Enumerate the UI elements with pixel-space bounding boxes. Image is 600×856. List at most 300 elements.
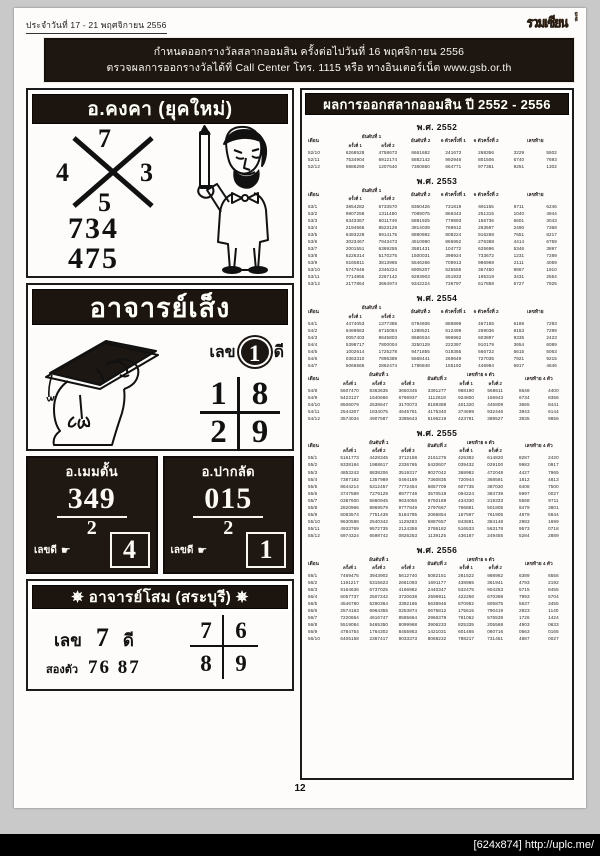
cell-value: 736797 (445, 281, 462, 287)
col-rank1: อันดับที่ 1 (361, 306, 382, 312)
cell-month: 54/8 (308, 387, 318, 393)
cell-value: 0165 (548, 629, 559, 635)
cell-value: 2966378 (427, 614, 447, 620)
cell-value: 904253 (487, 586, 504, 592)
table-row (306, 224, 568, 231)
cell-value: 7289 (546, 252, 557, 258)
som-song-values: 76 87 (88, 657, 141, 678)
cell-value: 3392166 (398, 600, 418, 606)
results-header-row (306, 373, 568, 380)
cell-value: 3943902 (369, 572, 389, 578)
cell-value: 731451 (487, 636, 504, 642)
cell-month: 54/1 (308, 320, 318, 326)
cell-value: 3395643 (398, 415, 418, 421)
cell-value: 222397 (445, 341, 462, 347)
cell-month: 53/4 (308, 224, 318, 230)
cell-value: 3665 (519, 401, 530, 407)
cell-value: 3023467 (345, 238, 365, 244)
cell-value: 6189 (513, 320, 525, 326)
cell-value: 5346 (513, 245, 525, 251)
col-six-1: 6 ตัวครั้งที่ 1 (440, 192, 466, 198)
cell-value: 8750189 (427, 497, 447, 503)
cell-value: 7360860 (411, 164, 430, 170)
cell-value: 2507242 (369, 593, 389, 599)
cell-month: 54/2 (308, 327, 318, 333)
cell-value: 3581431 (411, 245, 430, 251)
cell-value: 986969 (478, 260, 495, 266)
cell-value: 2420 (548, 455, 559, 461)
cell-value: 3391277 (427, 387, 447, 393)
cell-value: 6089 (546, 341, 557, 347)
cell-value: 8523128 (378, 224, 398, 230)
cell-value: 268356 (478, 149, 495, 155)
col-rank2: อันดับที่ 2 (427, 444, 447, 450)
cell-value: 6715084 (378, 327, 398, 333)
cell-value: 4758673 (378, 149, 398, 155)
cell-month: 53/5 (308, 231, 318, 237)
table-row (306, 349, 568, 356)
cell-value: 2797667 (427, 504, 447, 510)
cell-value: 4166982 (398, 586, 418, 592)
som-body (32, 609, 288, 687)
cell-value: 1910 (546, 267, 557, 273)
kongkha-cross-bottom: 5 (98, 188, 111, 217)
cell-value: 269649 (445, 356, 462, 362)
results-year-title: พ.ศ. 2554 (416, 292, 458, 303)
cell-value: 8441 (548, 401, 559, 407)
cell-value: 5546266 (411, 260, 430, 266)
cell-value: 9342224 (411, 281, 430, 287)
cell-month: 53/11 (308, 274, 320, 280)
cell-value: 156943 (487, 394, 504, 400)
card-paklat-top-number: 015 (204, 482, 253, 515)
som-song-row (46, 657, 141, 679)
cell-value: 761062 (458, 614, 475, 620)
cell-value: 5184785 (398, 511, 418, 517)
top-line (26, 12, 578, 34)
col-draw-1: ครั้งที่ 1 (342, 380, 357, 386)
kongkha-title: อ.คงคา (ยุคใหม่) (32, 94, 288, 124)
cell-value: 2862474 (378, 363, 398, 369)
cell-value: 3801 (548, 504, 559, 510)
card-memdan-top-number: 349 (67, 482, 116, 515)
cell-value: 368982 (458, 469, 475, 475)
cell-month: 53/6 (308, 238, 318, 244)
cell-value: 467155 (478, 320, 495, 326)
cell-value: 1129283 (398, 518, 417, 524)
cell-value: 1699 (548, 518, 559, 524)
cell-value: 866952 (445, 238, 462, 244)
cell-value: 5997 (519, 490, 530, 496)
table-row (306, 497, 568, 504)
cell-value: 4474053 (345, 320, 365, 326)
cell-value: 768912 (445, 224, 462, 230)
seng-quad-bottom-right: 9 (251, 414, 269, 450)
col-rank1: อันดับที่ 1 (369, 373, 389, 379)
cell-month: 55/3 (308, 469, 318, 475)
cell-value: 2544307 (340, 408, 359, 414)
col-draw-2: ครั้งที่ 2 (372, 448, 386, 454)
cell-value: 9777849 (398, 504, 418, 510)
cell-value: 8686534 (411, 334, 430, 340)
col-last: เลขท้าย (526, 138, 544, 144)
cell-value: 281522 (458, 572, 475, 578)
cell-value: 1040 (513, 210, 525, 216)
cell-value: 910179 (478, 341, 495, 347)
cell-month: 52/12 (308, 164, 320, 170)
cell-value: 9471855 (411, 348, 430, 354)
card-memdan-lekdee-label: เลขดี (34, 544, 57, 556)
cell-value: 7925 (546, 281, 557, 287)
cell-value: 2820966 (340, 504, 359, 510)
cell-month: 55/8 (308, 504, 318, 510)
cell-value: 2490 (513, 224, 525, 230)
table-row (306, 490, 568, 497)
cell-value: 5502 (546, 149, 557, 155)
cell-month: 55/10 (308, 518, 320, 524)
cell-value: 3906233 (427, 622, 447, 628)
cell-value: 516533 (458, 526, 475, 532)
cell-month: 56/6 (308, 607, 318, 613)
results-year-title: พ.ศ. 2553 (416, 175, 458, 186)
cell-value: 805875 (487, 600, 504, 606)
cell-value: 251933 (445, 274, 462, 280)
table-row (306, 238, 568, 245)
cell-month: 56/3 (308, 586, 318, 592)
cell-value: 3712158 (398, 455, 418, 461)
cell-value: 8977748 (398, 490, 418, 496)
masthead-logo (527, 12, 576, 34)
cell-value: 720944 (458, 476, 475, 482)
card-memdan-bottom-number: 2 (86, 517, 97, 539)
cell-month: 53/7 (308, 245, 318, 251)
cell-value: 6887657 (427, 518, 447, 524)
table-row (306, 629, 568, 636)
table-row (306, 394, 568, 401)
cell-value: 6917 (513, 363, 525, 369)
cell-value: 4879 (519, 511, 530, 517)
cell-month: 55/12 (308, 533, 320, 539)
cell-value: 249455 (487, 533, 504, 539)
cell-value: 7500 (548, 483, 559, 489)
cell-value: 3813965 (378, 260, 398, 266)
cell-value: 2001551 (345, 245, 365, 251)
cell-month: 56/9 (308, 629, 318, 635)
cell-value: 094224 (458, 490, 475, 496)
cell-month: 55/2 (308, 462, 318, 468)
magazine-page (14, 8, 586, 808)
results-header-row (306, 558, 568, 565)
cell-value: 2124359 (398, 526, 418, 532)
results-table (306, 135, 568, 171)
col-six-1: 6 ตัวครั้งที่ 1 (440, 309, 466, 315)
cell-value: 1764302 (369, 629, 389, 635)
results-panel (300, 88, 574, 780)
cell-value: 2177864 (345, 281, 365, 287)
cell-value: 7895389 (378, 356, 398, 362)
cell-value: 6661682 (411, 149, 430, 155)
cell-month: 56/10 (308, 636, 320, 642)
cell-value: 029100 (487, 462, 504, 468)
cell-value: 422256 (458, 593, 475, 599)
cell-value: 1377385 (378, 320, 398, 326)
cell-value: 5312457 (369, 483, 389, 489)
col-last4: เลขท้าย 4 ตัว (525, 444, 553, 450)
cell-value: 8356 (548, 394, 559, 400)
col-rank2: อันดับที่ 2 (427, 376, 447, 382)
col-rank2: อันดับที่ 2 (427, 561, 447, 567)
cell-value: 6011749 (378, 217, 397, 223)
table-row (306, 274, 568, 281)
cell-value: 601465 (458, 629, 475, 635)
cell-value: 8838206 (369, 469, 389, 475)
som-title: ✵ อาจารย์โสม (สระบุรี) ✵ (32, 585, 288, 609)
cell-month: 56/8 (308, 622, 318, 628)
pointing-hand-icon: ☛ (197, 544, 208, 557)
masthead-sup-2: ที่ (575, 17, 578, 23)
cell-value: 2336765 (398, 462, 418, 468)
cell-value: 5082151 (427, 572, 447, 578)
table-row (306, 363, 568, 370)
cell-value: 4428345 (369, 455, 389, 461)
cell-value: 7751439 (369, 511, 389, 517)
cell-value: 2786182 (427, 526, 447, 532)
col-rank2: อันดับที่ 2 (410, 309, 431, 315)
cell-value: 691155 (478, 203, 494, 209)
cell-value: 7293 (546, 320, 557, 326)
cell-month: 54/11 (308, 408, 320, 414)
cell-value: 167597 (458, 511, 475, 517)
cell-value: 205568 (487, 622, 504, 628)
table-row (306, 483, 568, 490)
cell-value: 808224 (445, 231, 462, 237)
cell-month: 54/12 (308, 415, 320, 421)
cell-value: 251315 (478, 210, 495, 216)
page-number: 12 (294, 783, 306, 794)
cell-value: 6268528 (345, 149, 365, 155)
col-draw-2: ครั้งที่ 2 (372, 565, 386, 571)
cell-value: 3170073 (398, 401, 418, 407)
cell-value: 241673 (445, 149, 462, 155)
cell-value: 4510990 (411, 238, 430, 244)
cell-month: 54/9 (308, 394, 318, 400)
cell-value: 1357989 (369, 476, 389, 482)
cell-value: 367450 (478, 267, 495, 273)
cell-value: 6974324 (340, 533, 359, 539)
cell-value: 7714855 (345, 274, 365, 280)
cell-value: 3943 (519, 408, 530, 414)
cell-value: 1139125 (427, 533, 447, 539)
cell-value: 175615 (458, 607, 475, 613)
cell-value: 3654 (513, 341, 525, 347)
cell-value: 6469663 (345, 327, 365, 333)
col-month: เดือน (308, 138, 319, 144)
kongkha-cross-right: 3 (140, 158, 153, 187)
results-header-row (306, 189, 568, 196)
card-memdan (26, 456, 158, 574)
cell-value: 3519317 (398, 469, 418, 475)
cell-value: 996962 (445, 334, 462, 340)
cell-value: 8165811 (346, 260, 365, 266)
col-draw-1: ครั้งที่ 1 (342, 565, 357, 571)
cell-value: 3574034 (340, 415, 359, 421)
cell-value: 8099968 (398, 622, 418, 628)
cell-value: 374699 (458, 408, 475, 414)
col-draw-3: ครั้งที่ 3 (401, 565, 415, 571)
cell-value: 472048 (487, 469, 504, 475)
results-table (306, 373, 568, 423)
cell-value: 6914175 (378, 231, 398, 237)
cell-value: 9711 (548, 497, 559, 503)
results-year-title: พ.ศ. 2552 (416, 122, 458, 132)
col-last6-2: ครั้งที่ 2 (488, 565, 502, 571)
masthead-title: รวมเซียน (527, 14, 568, 30)
cell-value: 1988617 (369, 462, 389, 468)
cell-value: 0027 (548, 636, 559, 642)
table-row (306, 253, 568, 260)
cell-value: 5161773 (340, 455, 359, 461)
cell-value: 3897 (546, 245, 557, 251)
cell-value: 5465350 (369, 622, 389, 628)
cell-value: 4933769 (340, 526, 359, 532)
results-tables-container (305, 115, 569, 775)
cell-value: 866343 (445, 210, 462, 216)
cell-value: 612499 (445, 327, 462, 333)
cell-value: 398924 (445, 252, 462, 258)
table-row (306, 600, 568, 607)
cell-value: 0057403 (345, 334, 365, 340)
cell-value: 425382 (458, 455, 475, 461)
cell-month: 52/11 (308, 156, 320, 162)
issue-date: ประจำวันที่ 17 - 21 พฤศจิกายน 2556 (26, 18, 167, 34)
cell-month: 54/5 (308, 348, 318, 354)
cell-value: 3814039 (411, 224, 430, 230)
seng-quad-top-right: 8 (240, 377, 280, 414)
cell-value: 445809 (487, 401, 504, 407)
cell-value: 5420607 (427, 462, 447, 468)
cell-value: 7943473 (378, 238, 398, 244)
cell-value: 9335 (513, 334, 525, 340)
cell-value: 788217 (458, 636, 475, 642)
cell-value: 6343367 (345, 217, 365, 223)
kongkha-body (32, 124, 288, 274)
col-draw-1: ครั้งที่ 1 (348, 313, 362, 319)
cell-value: 733672 (478, 252, 495, 258)
cell-value: 401320 (458, 401, 475, 407)
announcement-line-2: ตรวจผลการออกรางวัลได้ที่ Call Center โทร. 1115 หรือ ทางอินเตอร์เน็ต www.gsb.or.th (106, 62, 512, 74)
seng-title: อาจารย์เส็ง (32, 289, 288, 325)
cell-value: 0387600 (340, 497, 359, 503)
card-memdan-name: อ.เมมดั้น (65, 464, 118, 479)
cell-month: 56/2 (308, 579, 318, 585)
cell-value: 2554 (546, 274, 557, 280)
cell-value: 060716 (487, 629, 504, 635)
cell-value: 2538647 (369, 401, 389, 407)
cell-value: 9867 (513, 267, 525, 273)
cell-value: 5063 (546, 348, 557, 354)
cell-value: 761905 (487, 511, 504, 517)
col-rank1: อันดับที่ 1 (361, 189, 382, 195)
cell-value: 436187 (458, 533, 475, 539)
cell-value: 9251 (513, 164, 525, 170)
cell-value: 6737025 (369, 586, 389, 592)
results-table (306, 306, 568, 370)
seng-quadrant-numbers (200, 377, 280, 451)
table-row (306, 607, 568, 614)
graduate-dog-illustration (34, 329, 164, 447)
cell-value: 2598911 (427, 593, 447, 599)
col-draw-3: ครั้งที่ 3 (401, 448, 415, 454)
cell-value: 9907258 (345, 210, 365, 216)
cell-value: 9856 (548, 415, 559, 421)
cell-value: 446984 (478, 363, 495, 369)
cell-value: 269036 (478, 327, 495, 333)
cell-value: 434330 (458, 497, 475, 503)
cell-value: 1786848 (411, 363, 430, 369)
cell-value: 5637 (519, 600, 530, 606)
seng-dee-label: ดี (273, 343, 284, 361)
card-paklat-box-number: 1 (246, 532, 286, 568)
masthead-superscript (575, 13, 582, 23)
cell-value: 8360426 (411, 203, 430, 209)
table-row (306, 281, 568, 288)
results-year-title: พ.ศ. 2555 (416, 427, 458, 438)
cell-value: 5644 (548, 511, 559, 517)
cell-value: 361941 (487, 579, 504, 585)
cell-value: 3229 (513, 149, 525, 155)
cell-value: 7921 (513, 356, 525, 362)
col-rank1: อันดับที่ 1 (369, 440, 389, 446)
cell-value: 6733570 (378, 203, 398, 209)
cell-value: 3854282 (345, 203, 365, 209)
cell-value: 2346224 (378, 267, 398, 273)
col-last: เลขท้าย (526, 309, 544, 315)
som-quad-bottom-right: 9 (235, 650, 247, 676)
table-row (306, 526, 568, 533)
cell-value: 870952 (458, 600, 475, 606)
cell-month: 56/7 (308, 614, 318, 620)
cell-value: 7651 (513, 231, 525, 237)
cell-value: 6083574 (340, 511, 359, 517)
results-table (306, 189, 568, 288)
col-rank1: อันดับที่ 1 (369, 558, 389, 564)
cell-value: 992946 (445, 156, 462, 162)
cell-month: 56/5 (308, 600, 318, 606)
cell-value: 4646 (546, 363, 557, 369)
cell-value: 156736 (478, 217, 495, 223)
table-row (306, 401, 568, 408)
cell-value: 389527 (487, 415, 504, 421)
table-row (306, 572, 568, 579)
cell-month: 55/1 (308, 455, 318, 461)
results-header-row (306, 306, 568, 313)
cell-value: 6766937 (398, 394, 418, 400)
cell-value: 8153 (513, 327, 525, 333)
cell-value: 8585664 (398, 614, 418, 620)
cell-value: 9634056 (398, 497, 418, 503)
cell-value: 6759 (546, 238, 557, 244)
cell-month: 53/1 (308, 203, 318, 209)
table-row (306, 469, 568, 476)
cell-value: 3043 (546, 217, 557, 223)
cell-month: 52/10 (308, 149, 320, 155)
cell-value: 5519084 (340, 622, 359, 628)
cell-value: 977361 (478, 164, 495, 170)
cell-value: 6144 (548, 408, 559, 414)
cell-month: 55/9 (308, 511, 318, 517)
som-quadrant-numbers (190, 615, 258, 679)
cell-value: 5704 (548, 593, 559, 599)
